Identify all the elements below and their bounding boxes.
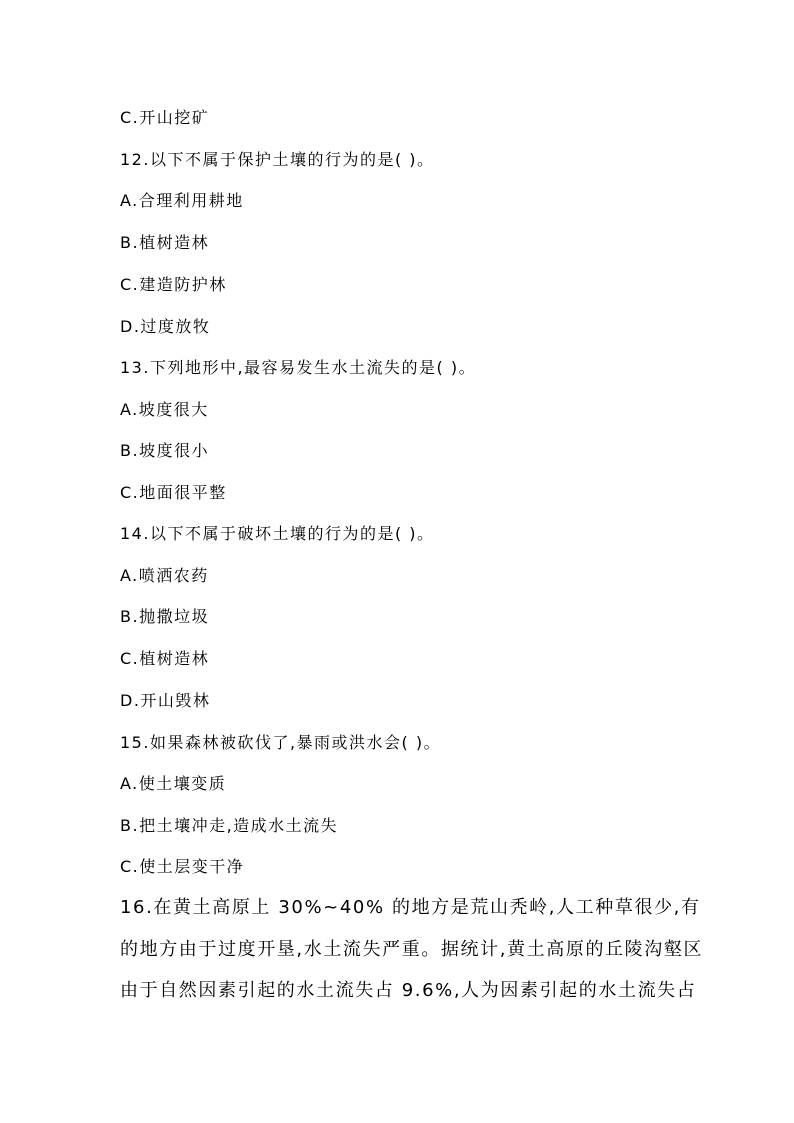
question-15: 15.如果森林被砍伐了,暴雨或洪水会( )。 (120, 733, 442, 752)
option-14c: C.植树造林 (120, 649, 210, 668)
option-14a: A.喷洒农药 (120, 566, 209, 585)
question-16-line-3: 由于自然因素引起的水土流失占 9.6%,人为因素引起的水土流失占 (120, 980, 697, 1001)
option-12a: A.合理利用耕地 (120, 191, 244, 210)
option-13b: B.坡度很小 (120, 441, 210, 460)
question-14: 14.以下不属于破坏土壤的行为的是( )。 (120, 524, 435, 543)
option-12b: B.植树造林 (120, 233, 210, 252)
question-16-line-2: 的地方由于过度开垦,水土流失严重。据统计,黄土高原的丘陵沟壑区 (120, 939, 704, 960)
option-13c: C.地面很平整 (120, 483, 227, 502)
option-12d: D.过度放牧 (120, 317, 211, 336)
question-16-line-1: 16.在黄土高原上 30%~40% 的地方是荒山秃岭,人工种草很少,有 (120, 897, 701, 918)
option-14d: D.开山毁林 (120, 691, 211, 710)
option-15a: A.使土壤变质 (120, 774, 227, 793)
option-15b: B.把土壤冲走,造成水土流失 (120, 816, 339, 835)
question-13: 13.下列地形中,最容易发生水土流失的是( )。 (120, 358, 477, 377)
question-12: 12.以下不属于保护土壤的行为的是( )。 (120, 150, 435, 169)
option-13a: A.坡度很大 (120, 400, 209, 419)
option-12c: C.建造防护林 (120, 275, 227, 294)
option-15c: C.使土层变干净 (120, 857, 245, 876)
option-14b: B.抛撒垃圾 (120, 607, 210, 626)
option-11c: C.开山挖矿 (120, 108, 210, 127)
